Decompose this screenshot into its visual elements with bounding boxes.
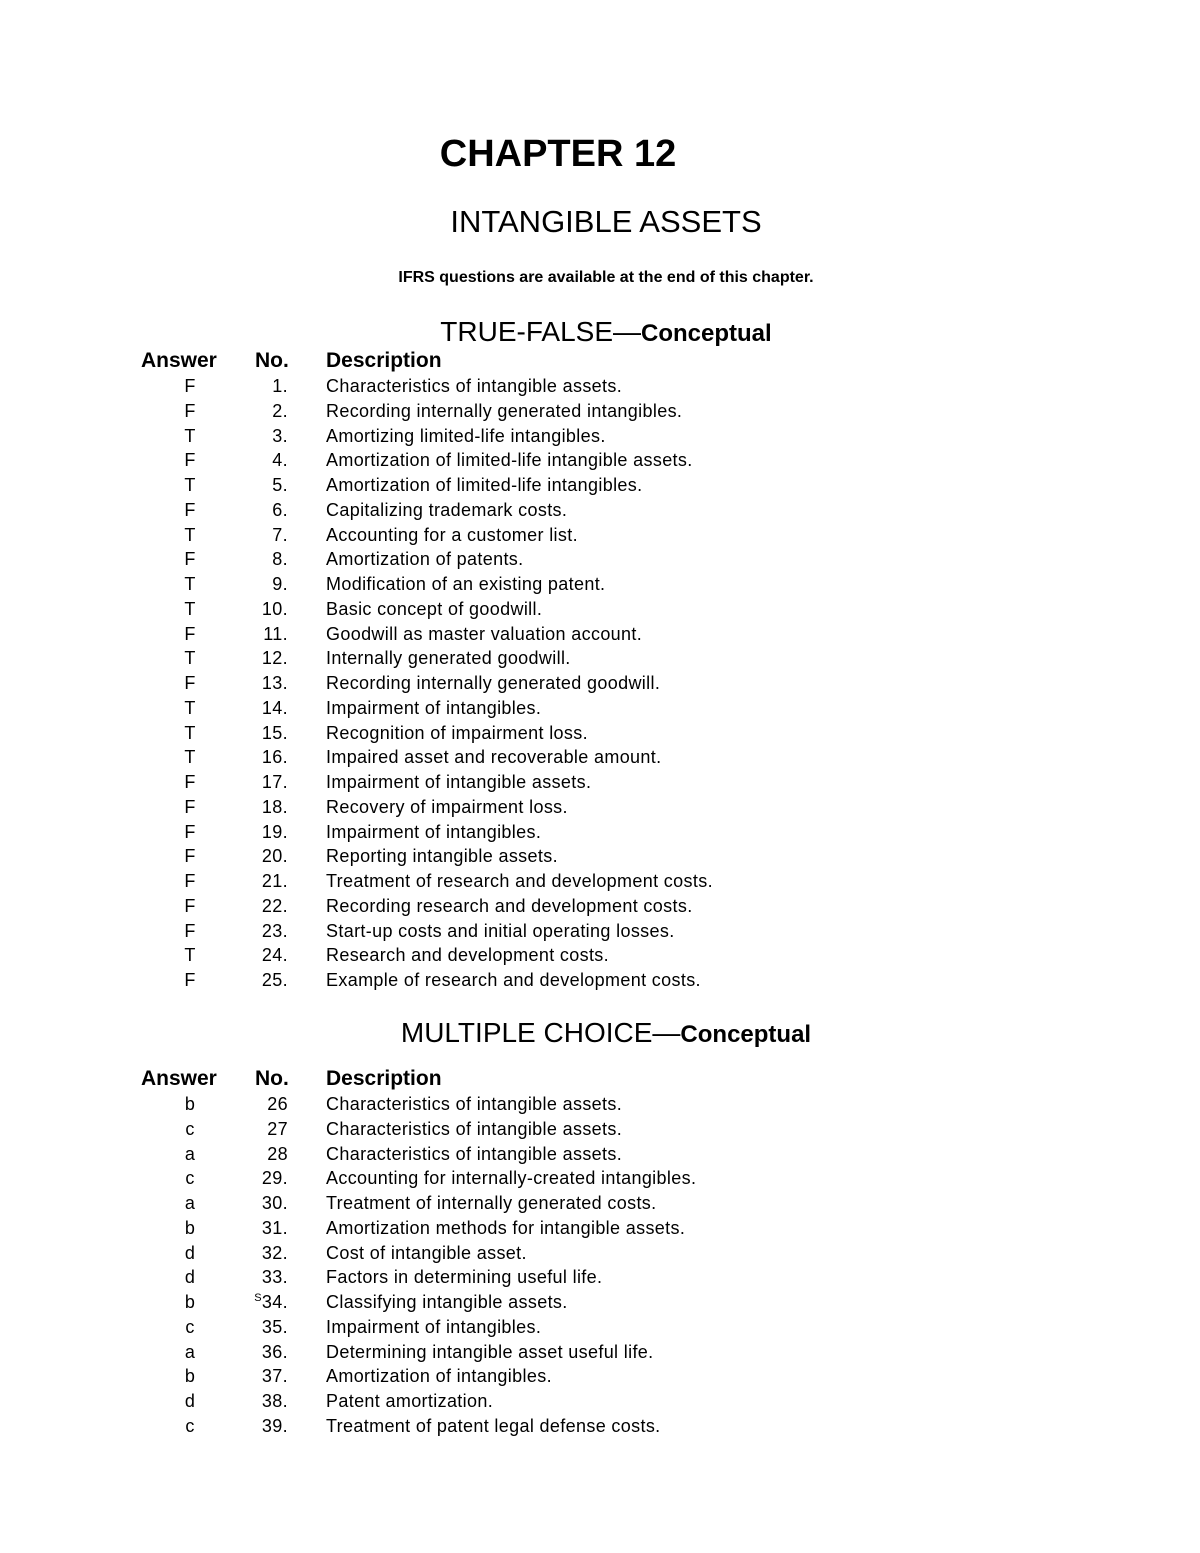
- description-cell: Capitalizing trademark costs.: [326, 499, 568, 520]
- description-cell: Treatment of patent legal defense costs.: [326, 1415, 661, 1436]
- description-cell: Classifying intangible assets.: [326, 1292, 568, 1312]
- answer-cell: b: [184, 1217, 196, 1238]
- table-row: [0, 770, 1200, 795]
- question-number: 14.: [261, 697, 288, 718]
- number-column-header: No.: [255, 349, 289, 372]
- table-row: [0, 745, 1200, 770]
- question-number-cell: [200, 696, 288, 721]
- table-row: [0, 1092, 1200, 1117]
- question-number: 15.: [261, 722, 288, 743]
- answer-cell: F: [184, 796, 196, 817]
- description-cell: Accounting for internally-created intangibles.: [326, 1168, 697, 1189]
- table-row: [0, 498, 1200, 523]
- question-number-cell: [200, 1290, 288, 1315]
- answer-cell: F: [184, 895, 196, 916]
- question-number: 27: [267, 1118, 288, 1139]
- answer-cell: c: [185, 1415, 195, 1436]
- question-number: 16.: [261, 747, 288, 768]
- question-number: 10.: [261, 598, 288, 619]
- question-number-cell: [200, 894, 288, 919]
- question-number: 33.: [261, 1267, 288, 1288]
- question-number-cell: [200, 745, 288, 770]
- table-row: [0, 448, 1200, 473]
- question-number: 23.: [261, 920, 288, 941]
- answer-cell: d: [184, 1391, 196, 1411]
- question-number-cell: [200, 646, 288, 671]
- description-cell: Impairment of intangibles.: [326, 1316, 542, 1337]
- answer-cell: T: [184, 598, 196, 619]
- answer-cell: F: [184, 673, 196, 693]
- answer-cell: F: [184, 499, 196, 520]
- answer-cell: b: [184, 1292, 196, 1312]
- table-row: [0, 919, 1200, 944]
- question-number: 4.: [272, 450, 288, 471]
- question-number-cell: [200, 770, 288, 795]
- answer-cell: T: [184, 524, 196, 545]
- question-number-cell: [200, 1142, 288, 1167]
- question-number-cell: [200, 968, 288, 993]
- question-number-cell: [200, 844, 288, 869]
- question-marker: S: [254, 1292, 262, 1304]
- description-cell: Patent amortization.: [326, 1391, 494, 1411]
- true-false-heading: [0, 315, 1200, 351]
- table-row: [0, 523, 1200, 548]
- question-number: 11.: [263, 623, 288, 644]
- multiple-choice-table: [0, 1066, 1200, 1439]
- question-number-cell: [200, 919, 288, 944]
- answer-cell: F: [184, 920, 196, 941]
- table-row: [0, 1265, 1200, 1290]
- question-number: 24.: [261, 945, 288, 966]
- description-cell: Recognition of impairment loss.: [326, 722, 588, 743]
- table-row: [0, 1414, 1200, 1439]
- table-row: [0, 1315, 1200, 1340]
- chapter-subtitle: INTANGIBLE ASSETS: [450, 204, 762, 239]
- question-number: 35.: [261, 1316, 288, 1337]
- description-cell: Amortization methods for intangible assets.: [326, 1217, 686, 1238]
- description-cell: Reporting intangible assets.: [326, 846, 558, 867]
- question-number: 28: [267, 1143, 288, 1164]
- table-row: [0, 547, 1200, 572]
- description-cell: Start-up costs and initial operating losses.: [326, 920, 675, 941]
- description-cell: Goodwill as master valuation account.: [326, 623, 643, 644]
- answer-cell: d: [184, 1267, 196, 1288]
- answer-cell: F: [184, 871, 196, 891]
- answer-cell: c: [185, 1118, 195, 1139]
- description-cell: Impaired asset and recoverable amount.: [326, 747, 662, 768]
- table-row: [0, 671, 1200, 696]
- answer-cell: T: [184, 574, 196, 594]
- question-number-cell: [200, 498, 288, 523]
- table-row: [0, 1340, 1200, 1365]
- multiple-choice-heading-main: MULTIPLE CHOICE—: [400, 1017, 681, 1048]
- question-number-cell: [200, 1414, 288, 1439]
- table-row: [0, 374, 1200, 399]
- table-row: [0, 1216, 1200, 1241]
- answer-cell: a: [184, 1143, 196, 1164]
- question-number: 12.: [261, 648, 288, 669]
- description-cell: Characteristics of intangible assets.: [326, 1118, 623, 1139]
- question-number: 1.: [272, 376, 288, 396]
- question-number-cell: [200, 721, 288, 746]
- question-number: 20.: [261, 846, 288, 867]
- question-number-cell: [200, 1364, 288, 1389]
- question-number: 39.: [261, 1415, 288, 1436]
- question-number-cell: [200, 795, 288, 820]
- description-cell: Determining intangible asset useful life.: [326, 1341, 654, 1362]
- multiple-choice-heading: [0, 1016, 1200, 1052]
- question-number-cell: [200, 572, 288, 597]
- question-number-cell: [200, 943, 288, 968]
- question-number-cell: [200, 473, 288, 498]
- question-number: 13.: [261, 673, 288, 693]
- answer-cell: d: [184, 1242, 196, 1263]
- description-cell: Impairment of intangible assets.: [326, 772, 592, 792]
- question-number: 32.: [261, 1242, 288, 1263]
- description-cell: Internally generated goodwill.: [326, 648, 571, 669]
- table-row: [0, 943, 1200, 968]
- table-row: [0, 894, 1200, 919]
- answer-column-header: Answer: [141, 349, 217, 372]
- question-number: 17.: [261, 772, 288, 792]
- table-row: [0, 424, 1200, 449]
- question-number-cell: [200, 1389, 288, 1414]
- question-number-cell: [200, 374, 288, 399]
- description-cell: Amortization of patents.: [326, 549, 524, 570]
- question-number-cell: [200, 622, 288, 647]
- description-column-header: Description: [326, 1067, 442, 1090]
- description-cell: Accounting for a customer list.: [326, 524, 578, 545]
- answer-cell: T: [184, 475, 196, 495]
- description-cell: Impairment of intangibles.: [326, 821, 542, 842]
- table-row: [0, 1191, 1200, 1216]
- question-number-cell: [200, 1117, 288, 1142]
- ifrs-note: IFRS questions are available at the end of this chapter.: [398, 269, 814, 286]
- table-row: [0, 1142, 1200, 1167]
- question-number-cell: [200, 1191, 288, 1216]
- table-row: [0, 1290, 1200, 1315]
- question-number: 26: [267, 1094, 288, 1114]
- description-cell: Amortization of intangibles.: [326, 1366, 552, 1387]
- chapter-title: CHAPTER 12: [439, 133, 677, 175]
- number-column-header: No.: [255, 1067, 289, 1090]
- question-number: 3.: [272, 425, 288, 446]
- question-number-cell: [200, 1265, 288, 1290]
- answer-cell: T: [184, 747, 196, 768]
- table-row: [0, 399, 1200, 424]
- table-row: [0, 1166, 1200, 1191]
- table-row: [0, 597, 1200, 622]
- question-number-cell: [200, 671, 288, 696]
- multiple-choice-heading-sub: Conceptual: [680, 1021, 812, 1048]
- question-number: 34.: [261, 1292, 288, 1312]
- answer-cell: T: [184, 425, 196, 446]
- answer-cell: F: [184, 623, 196, 644]
- answer-cell: a: [184, 1341, 196, 1362]
- question-number-cell: [200, 1340, 288, 1365]
- table-row: [0, 646, 1200, 671]
- description-cell: Treatment of research and development costs.: [326, 871, 713, 891]
- answer-cell: F: [184, 970, 196, 990]
- question-number-cell: [200, 820, 288, 845]
- description-cell: Amortization of limited-life intangible assets.: [326, 450, 693, 471]
- description-cell: Cost of intangible asset.: [326, 1242, 527, 1263]
- table-row: [0, 820, 1200, 845]
- table-row: [0, 696, 1200, 721]
- description-cell: Basic concept of goodwill.: [326, 598, 543, 619]
- answer-cell: F: [184, 821, 196, 842]
- answer-column-header: Answer: [141, 1067, 217, 1090]
- question-number: 5.: [272, 475, 288, 495]
- answer-cell: F: [184, 450, 196, 471]
- answer-cell: T: [184, 648, 196, 669]
- answer-cell: b: [184, 1094, 196, 1114]
- table-row: [0, 1117, 1200, 1142]
- answer-cell: a: [184, 1193, 196, 1213]
- question-number-cell: [200, 1216, 288, 1241]
- question-number: 18.: [261, 796, 288, 817]
- question-number: 21.: [261, 871, 288, 891]
- table-row: [0, 795, 1200, 820]
- description-cell: Amortizing limited-life intangibles.: [326, 425, 606, 446]
- question-number-cell: [200, 1315, 288, 1340]
- answer-cell: F: [184, 549, 196, 570]
- question-number: 31.: [261, 1217, 288, 1238]
- answer-cell: c: [185, 1168, 195, 1189]
- question-number: 37.: [261, 1366, 288, 1387]
- description-cell: Treatment of internally generated costs.: [326, 1193, 657, 1213]
- question-number: 36.: [261, 1341, 288, 1362]
- description-cell: Recovery of impairment loss.: [326, 796, 568, 817]
- question-number: 2.: [272, 400, 288, 421]
- table-row: [0, 622, 1200, 647]
- question-number-cell: [200, 424, 288, 449]
- question-number-cell: [200, 597, 288, 622]
- description-cell: Recording research and development costs.: [326, 895, 693, 916]
- table-row: [0, 473, 1200, 498]
- true-false-heading-sub: Conceptual: [641, 320, 772, 347]
- question-number-cell: [200, 547, 288, 572]
- description-cell: Research and development costs.: [326, 945, 610, 966]
- true-false-heading-main: TRUE-FALSE—: [440, 316, 641, 347]
- question-number-cell: [200, 448, 288, 473]
- description-cell: Modification of an existing patent.: [326, 574, 606, 594]
- table-row: [0, 968, 1200, 993]
- answer-cell: F: [184, 772, 196, 792]
- description-cell: Characteristics of intangible assets.: [326, 1143, 623, 1164]
- question-number: 22.: [261, 895, 288, 916]
- question-number-cell: [200, 1241, 288, 1266]
- description-cell: Factors in determining useful life.: [326, 1267, 603, 1288]
- question-number: 19.: [261, 821, 288, 842]
- question-number: 29.: [261, 1168, 288, 1189]
- true-false-table: [0, 348, 1200, 993]
- question-number: 6.: [272, 499, 288, 520]
- table-row: [0, 1389, 1200, 1414]
- description-column-header: Description: [326, 349, 442, 372]
- table-row: [0, 572, 1200, 597]
- description-cell: Characteristics of intangible assets.: [326, 376, 623, 396]
- answer-cell: F: [184, 846, 196, 867]
- table-row: [0, 1364, 1200, 1389]
- question-number: 8.: [272, 549, 288, 570]
- answer-cell: b: [184, 1366, 196, 1387]
- description-cell: Impairment of intangibles.: [326, 697, 542, 718]
- description-cell: Recording internally generated goodwill.: [326, 673, 661, 693]
- answer-cell: F: [184, 400, 196, 421]
- description-cell: Recording internally generated intangibles.: [326, 400, 683, 421]
- question-number: 30.: [261, 1193, 288, 1213]
- table-header: [0, 1066, 1200, 1092]
- question-number: 38.: [261, 1391, 288, 1411]
- question-number-cell: [200, 1092, 288, 1117]
- table-row: [0, 1241, 1200, 1266]
- question-number: 7.: [272, 524, 288, 545]
- question-number-cell: [200, 523, 288, 548]
- answer-cell: T: [184, 945, 196, 966]
- question-number: 25.: [261, 970, 288, 990]
- question-number-cell: [200, 869, 288, 894]
- table-header: [0, 348, 1200, 374]
- question-number: 9.: [272, 574, 288, 594]
- table-row: [0, 844, 1200, 869]
- answer-cell: F: [184, 376, 196, 396]
- answer-cell: T: [184, 697, 196, 718]
- table-row: [0, 721, 1200, 746]
- description-cell: Example of research and development costs.: [326, 970, 701, 990]
- question-number-cell: [200, 399, 288, 424]
- answer-cell: T: [184, 722, 196, 743]
- description-cell: Amortization of limited-life intangibles.: [326, 475, 643, 495]
- table-row: [0, 869, 1200, 894]
- description-cell: Characteristics of intangible assets.: [326, 1094, 623, 1114]
- question-number-cell: [200, 1166, 288, 1191]
- answer-cell: c: [185, 1316, 195, 1337]
